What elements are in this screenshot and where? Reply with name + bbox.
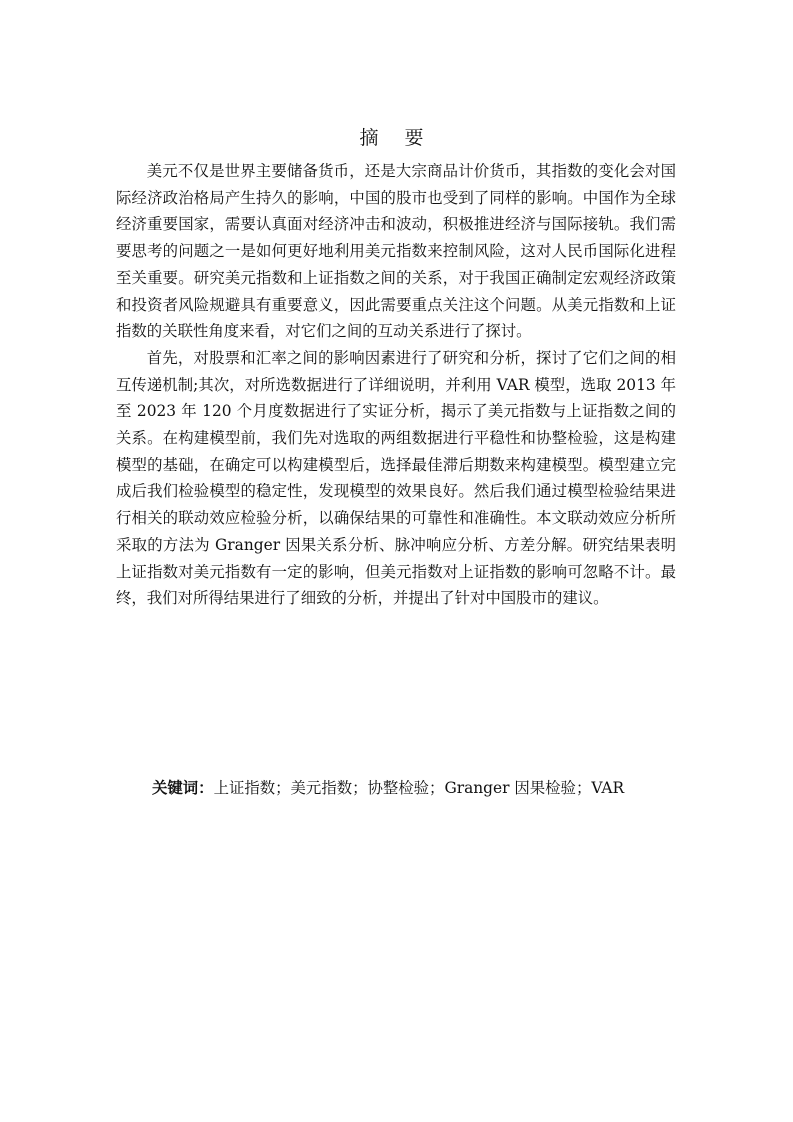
keywords-label: 关键词：	[152, 779, 214, 797]
abstract-paragraph-1: 美元不仅是世界主要储备货币，还是大宗商品计价货币，其指数的变化会对国际经济政治格局产生持久的影响，中国的股市也受到了同样的影响。中国作为全球经济重要国家，需要认真面对经济冲击和波动，积极推进经济与国际接轨。我们需要思考的问题之一是如何更好地利用美元指数来控制风险，这对人民币国际化进程至关重要。研究美元指数和上证指数之间的关系，对于我国正确制定宏观经济政策和投资者风险规避具有重要意义，因此需要重点关注这个问题。从美元指数和上证指数的关联性角度来看，对它们之间的互动关系进行了探讨。	[116, 162, 676, 341]
abstract-body	[116, 158, 676, 612]
abstract-title: 摘 要	[359, 127, 434, 149]
keywords-text: 上证指数；美元指数；协整检验；Granger 因果检验；VAR	[213, 779, 625, 797]
abstract-paragraph-2: 首先，对股票和汇率之间的影响因素进行了研究和分析，探讨了它们之间的相互传递机制;其次，对所选数据进行了详细说明，并利用 VAR 模型，选取 2013 年至 2023 年 120 个月度数据进行了实证分析，揭示了美元指数与上证指数之间的关系。在构建模型前，我们先对选取的两组数据进行平稳性和协整检验，这是构建模型的基础，在确定可以构建模型后，选择最佳滞后期数来构建模型。模型建立完成后我们检验模型的稳定性，发现模型的效果良好。然后我们通过模型检验结果进行相关的联动效应检验分析，以确保结果的可靠性和准确性。本文联动效应分析所采取的方法为 Granger 因果关系分析、脉冲响应分析、方差分解。研究结果表明上证指数对美元指数有一定的影响，但美元指数对上证指数的影响可忽略不计。最终，我们对所得结果进行了细致的分析，并提出了针对中国股市的建议。	[116, 348, 676, 608]
keywords-line	[152, 775, 712, 801]
